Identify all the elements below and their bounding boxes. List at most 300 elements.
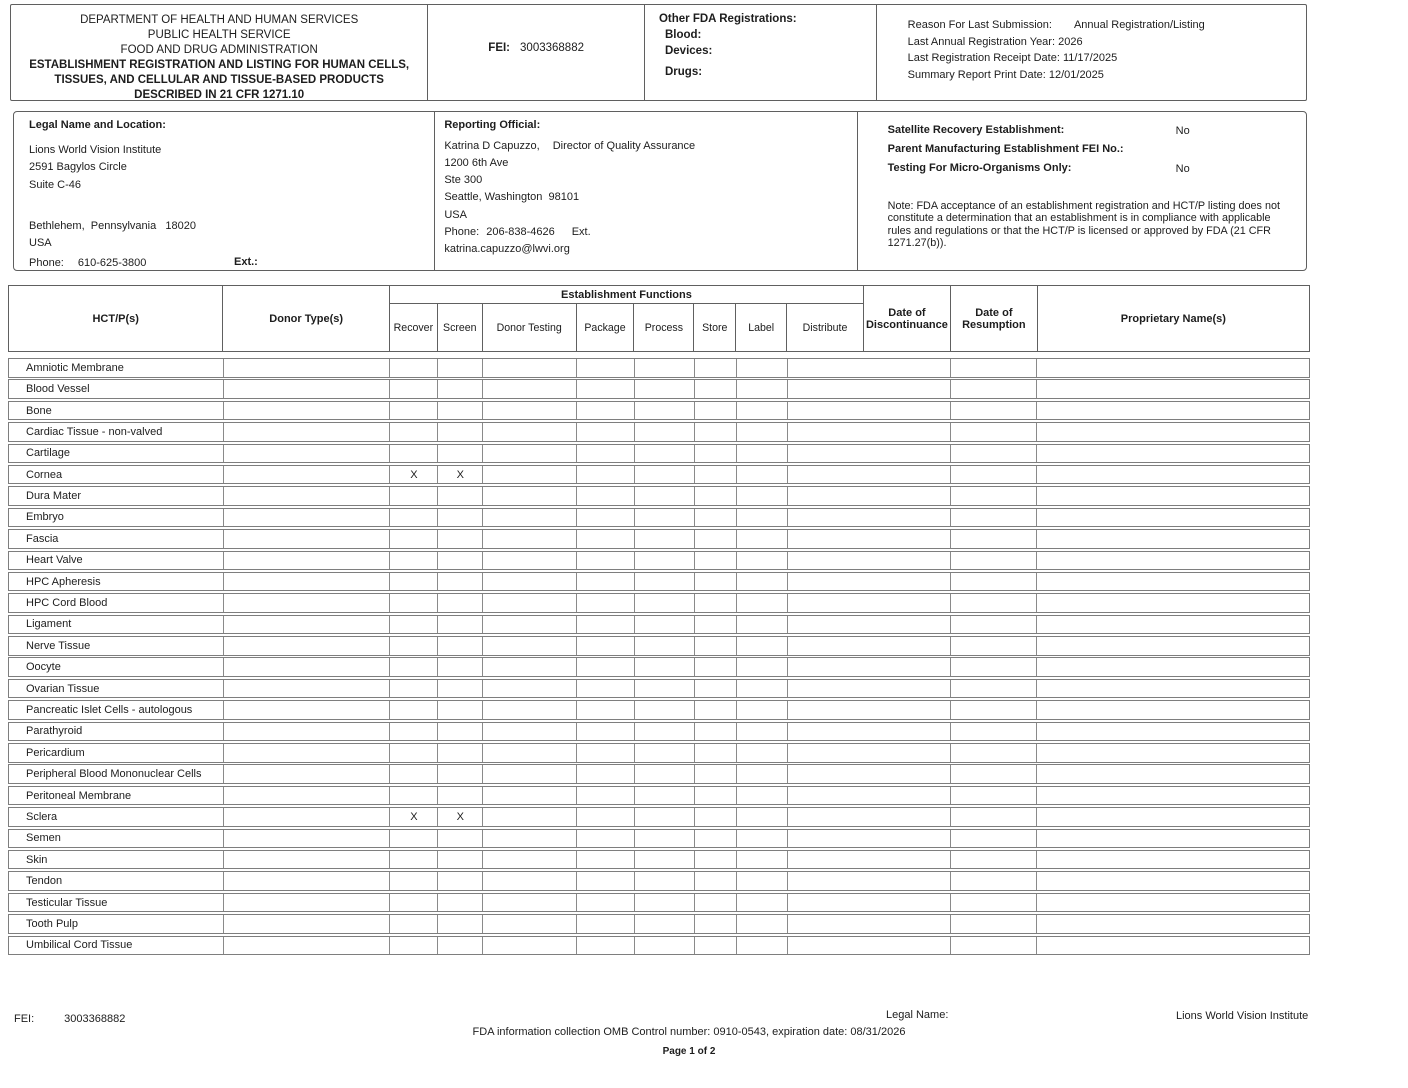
footer-fei-value: 3003368882	[64, 1013, 126, 1025]
package-mark-cell	[577, 851, 635, 869]
date-resumption-cell	[951, 851, 1038, 869]
process-mark-cell	[635, 380, 695, 398]
store-mark-cell	[695, 594, 737, 612]
proprietary-name-cell	[1037, 466, 1309, 484]
recover-column-header: Recover	[390, 304, 438, 351]
screen-mark-cell	[438, 509, 483, 527]
hctp-name-cell: Cornea	[9, 466, 224, 484]
process-mark-cell	[635, 423, 695, 441]
hctp-name-cell: Bone	[9, 402, 224, 420]
donor-testing-mark-cell	[483, 637, 577, 655]
donor-testing-mark-cell	[483, 765, 577, 783]
distribute-mark-cell	[788, 616, 864, 634]
hctp-name-cell: Peripheral Blood Mononuclear Cells	[9, 765, 224, 783]
table-row	[8, 593, 1310, 613]
reason-last-submission: Reason For Last Submission: Annual Registration/Listing	[907, 19, 1205, 31]
label-mark-cell	[737, 466, 788, 484]
hctp-name-cell: Blood Vessel	[9, 380, 224, 398]
label-mark-cell	[737, 765, 788, 783]
reporting-ext-label: Ext.	[571, 225, 591, 238]
process-mark-cell	[635, 765, 695, 783]
footer-legal-name-label: Legal Name:	[886, 1009, 949, 1021]
store-mark-cell	[695, 765, 737, 783]
screen-column-header: Screen	[438, 304, 483, 351]
form-title-line: ESTABLISHMENT REGISTRATION AND LISTING FOR HUMAN CELLS,	[29, 58, 410, 71]
devices-label: Devices:	[664, 45, 713, 57]
table-row	[8, 871, 1310, 891]
establishment-info-box	[13, 111, 1307, 271]
package-mark-cell	[577, 594, 635, 612]
donor-testing-mark-cell	[483, 701, 577, 719]
screen-mark-cell	[438, 658, 483, 676]
establishment-functions-header: Establishment Functions	[390, 286, 863, 304]
screen-mark-cell	[438, 851, 483, 869]
date-discontinuance-cell	[864, 573, 951, 591]
drugs-label: Drugs:	[664, 66, 703, 78]
date-resumption-cell	[951, 380, 1038, 398]
table-row	[8, 551, 1310, 571]
hctp-name-cell: Parathyroid	[9, 723, 224, 741]
date-resumption-cell	[951, 937, 1038, 955]
donor-testing-mark-cell	[483, 851, 577, 869]
legal-title: Legal Name and Location:	[29, 119, 166, 131]
screen-mark-cell	[438, 359, 483, 377]
table-row	[8, 786, 1310, 806]
process-mark-cell	[635, 744, 695, 762]
label-mark-cell	[737, 808, 788, 826]
label-mark-cell	[737, 487, 788, 505]
package-mark-cell	[577, 937, 635, 955]
establishment-status-block	[858, 112, 1306, 270]
reporting-role: Director of Quality Assurance	[552, 140, 696, 152]
reporting-address-line1: 1200 6th Ave	[444, 157, 509, 169]
package-mark-cell	[577, 808, 635, 826]
recover-mark-cell	[390, 830, 438, 848]
process-mark-cell	[635, 915, 695, 933]
donor-types-cell	[224, 380, 391, 398]
store-mark-cell	[695, 680, 737, 698]
hctp-name-cell: Skin	[9, 851, 224, 869]
store-mark-cell	[695, 509, 737, 527]
date-discontinuance-cell	[864, 509, 951, 527]
hctp-name-cell: Cartilage	[9, 445, 224, 463]
store-mark-cell	[695, 466, 737, 484]
date-resumption-cell	[951, 552, 1038, 570]
donor-testing-mark-cell	[483, 466, 577, 484]
screen-mark-cell	[438, 445, 483, 463]
donor-testing-mark-cell	[483, 380, 577, 398]
date-discontinuance-cell	[864, 851, 951, 869]
legal-name-location-block	[14, 112, 435, 270]
last-registration-receipt-date: Last Registration Receipt Date: 11/17/2025	[907, 52, 1118, 65]
date-resumption-cell	[951, 466, 1038, 484]
reporting-official-block	[435, 112, 857, 270]
process-mark-cell	[635, 530, 695, 548]
screen-mark-cell: X	[438, 466, 483, 484]
label-mark-cell	[737, 701, 788, 719]
recover-mark-cell	[390, 658, 438, 676]
legal-address-line1: 2591 Bagylos Circle	[29, 161, 127, 173]
donor-types-cell	[224, 658, 391, 676]
hctp-column-header: HCT/P(s)	[9, 286, 223, 351]
donor-types-cell	[224, 359, 391, 377]
distribute-mark-cell	[788, 808, 864, 826]
form-title-line: DESCRIBED IN 21 CFR 1271.10	[134, 88, 305, 101]
proprietary-name-cell	[1037, 830, 1309, 848]
recover-mark-cell	[390, 380, 438, 398]
date-discontinuance-cell	[864, 359, 951, 377]
legal-phone-value: 610-625-3800	[77, 256, 147, 269]
label-mark-cell	[737, 723, 788, 741]
donor-testing-mark-cell	[483, 552, 577, 570]
label-mark-cell	[737, 851, 788, 869]
process-mark-cell	[635, 402, 695, 420]
package-column-header: Package	[577, 304, 635, 351]
footer-legal-name-value: Lions World Vision Institute	[1176, 1010, 1309, 1022]
label-mark-cell	[737, 658, 788, 676]
date-discontinuance-cell	[864, 808, 951, 826]
donor-testing-mark-cell	[483, 402, 577, 420]
table-row	[8, 743, 1310, 763]
hctp-name-cell: Testicular Tissue	[9, 894, 224, 912]
donor-types-cell	[224, 616, 391, 634]
recover-mark-cell	[390, 787, 438, 805]
donor-types-cell	[224, 787, 391, 805]
table-row	[8, 358, 1310, 378]
summary-report-print-date: Summary Report Print Date: 12/01/2025	[907, 68, 1104, 81]
recover-mark-cell	[390, 872, 438, 890]
date-resumption-cell	[951, 830, 1038, 848]
hctp-name-cell: Dura Mater	[9, 487, 224, 505]
donor-types-cell	[224, 915, 391, 933]
table-row	[8, 444, 1310, 464]
proprietary-name-cell	[1037, 808, 1309, 826]
distribute-mark-cell	[788, 915, 864, 933]
package-mark-cell	[577, 487, 635, 505]
date-discontinuance-cell	[864, 466, 951, 484]
store-mark-cell	[695, 894, 737, 912]
table-row	[8, 379, 1310, 399]
donor-types-cell	[224, 466, 391, 484]
donor-testing-mark-cell	[483, 915, 577, 933]
micro-organisms-value: No	[1175, 163, 1190, 175]
proprietary-name-cell	[1037, 701, 1309, 719]
other-registrations-title: Other FDA Registrations:	[658, 13, 797, 25]
date-resumption-cell	[951, 573, 1038, 591]
package-mark-cell	[577, 830, 635, 848]
store-mark-cell	[695, 616, 737, 634]
donor-types-cell	[224, 530, 391, 548]
table-row	[8, 807, 1310, 827]
date-discontinuance-cell	[864, 937, 951, 955]
recover-mark-cell	[390, 445, 438, 463]
donor-testing-mark-cell	[483, 616, 577, 634]
reporting-phone-row	[444, 226, 856, 238]
package-mark-cell	[577, 380, 635, 398]
table-row	[8, 615, 1310, 635]
label-mark-cell	[737, 937, 788, 955]
package-mark-cell	[577, 402, 635, 420]
screen-mark-cell	[438, 765, 483, 783]
reporting-phone-value: 206-838-4626	[486, 225, 555, 238]
process-mark-cell	[635, 466, 695, 484]
table-row	[8, 486, 1310, 506]
recover-mark-cell	[390, 552, 438, 570]
donor-types-cell	[224, 744, 391, 762]
legal-name: Lions World Vision Institute	[29, 144, 162, 156]
table-row	[8, 764, 1310, 784]
package-mark-cell	[577, 765, 635, 783]
table-row	[8, 529, 1310, 549]
date-discontinuance-cell	[864, 894, 951, 912]
hctp-name-cell: Pancreatic Islet Cells - autologous	[9, 701, 224, 719]
package-mark-cell	[577, 616, 635, 634]
hctp-name-cell: Umbilical Cord Tissue	[9, 937, 224, 955]
screen-mark-cell	[438, 723, 483, 741]
date-resumption-cell	[951, 359, 1038, 377]
label-mark-cell	[737, 787, 788, 805]
footer-fei	[14, 1013, 125, 1025]
reporting-name: Katrina D Capuzzo,	[444, 140, 540, 152]
label-mark-cell	[737, 680, 788, 698]
package-mark-cell	[577, 445, 635, 463]
fei-value: 3003368882	[520, 42, 584, 54]
label-mark-cell	[737, 744, 788, 762]
form-header	[10, 4, 1307, 101]
date-resumption-cell	[951, 487, 1038, 505]
last-annual-registration-year: Last Annual Registration Year: 2026	[907, 35, 1083, 48]
hctp-name-cell: Peritoneal Membrane	[9, 787, 224, 805]
donor-types-cell	[224, 487, 391, 505]
screen-mark-cell	[438, 915, 483, 933]
date-resumption-cell	[951, 637, 1038, 655]
proprietary-name-cell	[1037, 680, 1309, 698]
distribute-column-header: Distribute	[802, 321, 848, 334]
date-resumption-cell	[951, 765, 1038, 783]
reporting-title: Reporting Official:	[444, 119, 541, 131]
package-mark-cell	[577, 573, 635, 591]
table-row	[8, 508, 1310, 528]
fei-label: FEI:	[488, 42, 511, 54]
satellite-recovery-value: No	[1175, 125, 1190, 137]
donor-types-cell	[224, 509, 391, 527]
store-mark-cell	[695, 851, 737, 869]
blood-label: Blood:	[664, 29, 702, 41]
screen-mark-cell	[438, 594, 483, 612]
table-row	[8, 657, 1310, 677]
store-mark-cell	[695, 937, 737, 955]
distribute-mark-cell	[788, 402, 864, 420]
screen-mark-cell	[438, 552, 483, 570]
process-mark-cell	[635, 445, 695, 463]
screen-mark-cell	[438, 423, 483, 441]
recover-mark-cell	[390, 894, 438, 912]
recover-mark-cell	[390, 937, 438, 955]
screen-mark-cell	[438, 787, 483, 805]
donor-types-cell	[224, 573, 391, 591]
distribute-mark-cell	[788, 851, 864, 869]
date-resumption-cell	[951, 530, 1038, 548]
donor-testing-mark-cell	[483, 573, 577, 591]
label-mark-cell	[737, 594, 788, 612]
reporting-phone-label: Phone:	[444, 225, 480, 238]
package-mark-cell	[577, 915, 635, 933]
proprietary-name-cell	[1037, 380, 1309, 398]
donor-types-cell	[224, 872, 391, 890]
reporting-city-state-zip: Seattle, Washington 98101	[444, 191, 580, 204]
store-mark-cell	[695, 487, 737, 505]
date-resumption-cell	[951, 894, 1038, 912]
table-row	[8, 936, 1310, 956]
proprietary-names-column-header: Proprietary Name(s)	[1120, 312, 1226, 325]
proprietary-name-cell	[1037, 530, 1309, 548]
proprietary-name-cell	[1037, 445, 1309, 463]
store-mark-cell	[695, 380, 737, 398]
process-mark-cell	[635, 552, 695, 570]
distribute-mark-cell	[788, 872, 864, 890]
proprietary-name-cell	[1037, 423, 1309, 441]
table-row	[8, 914, 1310, 934]
label-mark-cell	[737, 445, 788, 463]
recover-mark-cell	[390, 573, 438, 591]
proprietary-name-cell	[1037, 851, 1309, 869]
fei-block	[428, 5, 645, 100]
package-mark-cell	[577, 744, 635, 762]
hctp-name-cell: HPC Apheresis	[9, 573, 224, 591]
distribute-mark-cell	[788, 594, 864, 612]
distribute-mark-cell	[788, 552, 864, 570]
distribute-mark-cell	[788, 787, 864, 805]
screen-mark-cell	[438, 894, 483, 912]
legal-country: USA	[29, 237, 52, 249]
recover-mark-cell	[390, 765, 438, 783]
other-fda-registrations-block	[645, 5, 877, 100]
proprietary-name-cell	[1037, 552, 1309, 570]
recover-mark-cell	[390, 487, 438, 505]
legal-city-state-zip: Bethlehem, Pennsylvania 18020	[29, 220, 196, 232]
date-resumption-cell	[951, 616, 1038, 634]
store-mark-cell	[695, 552, 737, 570]
micro-organisms-row: Testing For Micro-Organisms Only: No	[887, 162, 1190, 175]
proprietary-name-cell	[1037, 787, 1309, 805]
table-body	[8, 358, 1310, 955]
screen-mark-cell	[438, 530, 483, 548]
submission-summary-block	[877, 5, 1306, 100]
donor-types-cell	[224, 765, 391, 783]
distribute-mark-cell	[788, 423, 864, 441]
donor-types-cell	[224, 680, 391, 698]
store-mark-cell	[695, 701, 737, 719]
store-mark-cell	[695, 808, 737, 826]
table-row	[8, 829, 1310, 849]
date-discontinuance-cell	[864, 445, 951, 463]
package-mark-cell	[577, 423, 635, 441]
label-mark-cell	[737, 637, 788, 655]
proprietary-name-cell	[1037, 637, 1309, 655]
date-resumption-cell	[951, 594, 1038, 612]
date-resumption-cell	[951, 509, 1038, 527]
date-resumption-cell	[951, 423, 1038, 441]
process-mark-cell	[635, 937, 695, 955]
date-resumption-cell	[951, 658, 1038, 676]
footer-page-number: Page 1 of 2	[662, 1046, 716, 1057]
table-row	[8, 422, 1310, 442]
donor-types-cell	[224, 637, 391, 655]
screen-mark-cell	[438, 872, 483, 890]
donor-types-cell	[224, 552, 391, 570]
store-mark-cell	[695, 830, 737, 848]
date-resumption-cell	[951, 402, 1038, 420]
hctp-name-cell: Amniotic Membrane	[9, 359, 224, 377]
hctp-name-cell: Cardiac Tissue - non-valved	[9, 423, 224, 441]
distribute-mark-cell	[788, 466, 864, 484]
distribute-mark-cell	[788, 530, 864, 548]
hctp-name-cell: Tooth Pulp	[9, 915, 224, 933]
fda-acceptance-note: Note: FDA acceptance of an establishment registration and HCT/P listing does not constitute a determination that an establishment is in compliance with applicable rules and regulations or that the HCT/P is licensed or approved by FDA (21 CFR 1271.27(b)).	[887, 200, 1280, 250]
proprietary-name-cell	[1037, 487, 1309, 505]
distribute-mark-cell	[788, 744, 864, 762]
hctp-name-cell: Embryo	[9, 509, 224, 527]
store-mark-cell	[695, 744, 737, 762]
donor-types-cell	[224, 594, 391, 612]
screen-mark-cell	[438, 701, 483, 719]
agency-line: PUBLIC HEALTH SERVICE	[147, 28, 291, 41]
process-mark-cell	[635, 359, 695, 377]
donor-types-cell	[224, 851, 391, 869]
label-mark-cell	[737, 894, 788, 912]
donor-testing-column-header: Donor Testing	[483, 304, 577, 351]
hctp-name-cell: Ovarian Tissue	[9, 680, 224, 698]
hctp-name-cell: Tendon	[9, 872, 224, 890]
distribute-mark-cell	[788, 937, 864, 955]
donor-types-cell	[224, 402, 391, 420]
date-discontinuance-cell	[864, 830, 951, 848]
label-mark-cell	[737, 616, 788, 634]
store-mark-cell	[695, 445, 737, 463]
package-mark-cell	[577, 872, 635, 890]
distribute-mark-cell	[788, 658, 864, 676]
date-discontinuance-column-header: Date of Discontinuance	[864, 286, 951, 351]
date-resumption-cell	[951, 808, 1038, 826]
donor-testing-mark-cell	[483, 658, 577, 676]
donor-testing-mark-cell	[483, 359, 577, 377]
hctp-name-cell: Sclera	[9, 808, 224, 826]
label-mark-cell	[737, 402, 788, 420]
distribute-mark-cell	[788, 680, 864, 698]
date-resumption-cell	[951, 744, 1038, 762]
process-mark-cell	[635, 509, 695, 527]
recover-mark-cell: X	[390, 808, 438, 826]
table-row	[8, 850, 1310, 870]
date-discontinuance-cell	[864, 658, 951, 676]
label-mark-cell	[737, 530, 788, 548]
footer-fei-label: FEI:	[14, 1013, 35, 1025]
legal-phone-label: Phone:	[29, 256, 64, 269]
distribute-mark-cell	[788, 830, 864, 848]
process-mark-cell	[635, 851, 695, 869]
package-mark-cell	[577, 359, 635, 377]
hctp-listing-table	[8, 285, 1310, 957]
proprietary-name-cell	[1037, 359, 1309, 377]
hctp-name-cell: Ligament	[9, 616, 224, 634]
store-mark-cell	[695, 530, 737, 548]
donor-types-cell	[224, 701, 391, 719]
screen-mark-cell	[438, 380, 483, 398]
screen-mark-cell: X	[438, 808, 483, 826]
donor-types-cell	[224, 894, 391, 912]
date-discontinuance-cell	[864, 744, 951, 762]
table-header-row	[8, 285, 1310, 352]
